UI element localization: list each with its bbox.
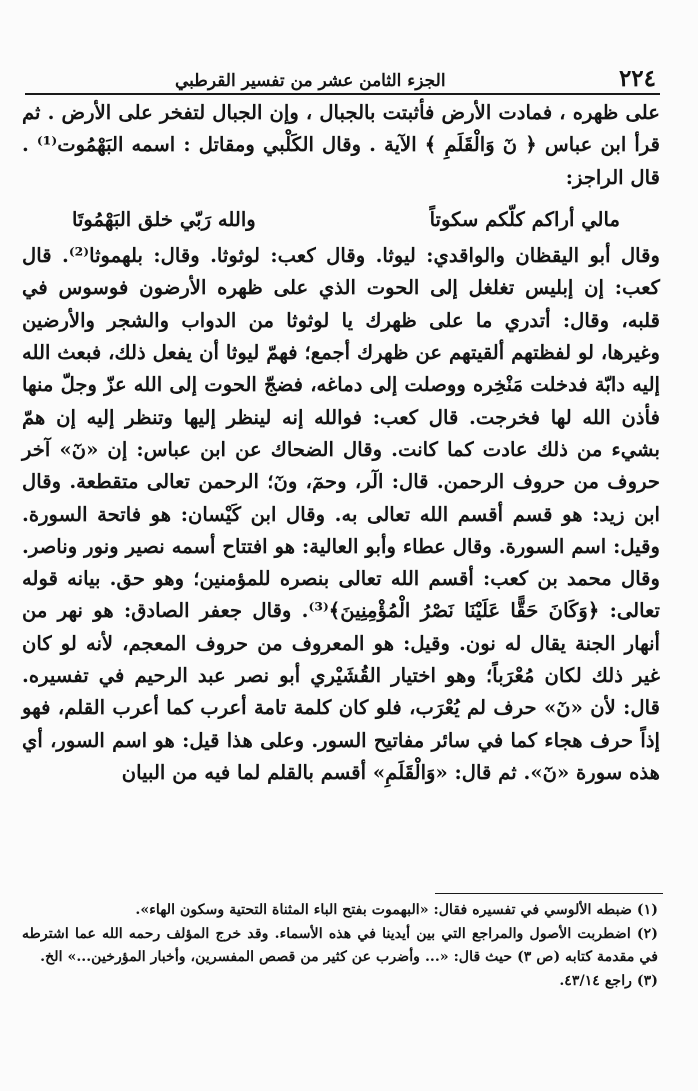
verse-second-hemistich: والله رَبّي خلق البَهْمُوتَا (72, 207, 256, 231)
main-text (22, 97, 660, 789)
footnote-3: (٣) راجع ٤٣/١٤. (559, 972, 658, 989)
poetry-verse (22, 194, 660, 240)
paragraph: وقال أبو اليقظان والواقدي: ليوثا. وقال كعب: لوثوثا. وقال: بلهموثا⁽²⁾. قال كعب: إن إبليس تغلغل إلى الحوت الذي على ظهره الأرضون فوسوس في قلبه، وقال: أتدري ما على ظهرك يا لوثوثا من الدواب والشجر والأرضين وغيرها، لو لفظتهم ألقيتهم عن ظهرك أجمع؛ فهمّ ليوثا أن يفعل ذلك، فبعث الله إليه دابّة فدخلت مَنْخِره ووصلت إلى دماغه، فضجّ الحوت إلى الله عزّ وجلّ منها فأذن الله لها فخرجت. قال كعب: فوالله إنه لينظر إليها وتنظر إليه إن همّ بشيء من ذلك عادت كما كانت. وقال الضحاك عن ابن عباس: إن «نٓ» آخر حروف من حروف الرحمن. قال: الٓر، وحمٓ، ونٓ؛ الرحمن تعالى متقطعة. وقال ابن زيد: هو قسم أقسم الله تعالى به. وقال ابن كَيْسان: هو فاتحة السورة. وقيل: اسم السورة. وقال عطاء وأبو العالية: هو افتتاح أسمه نصير ونور وناصر. وقال محمد بن كعب: أقسم الله تعالى بنصره للمؤمنين؛ وهو حق. بيانه قوله تعالى: ﴿وَكَانَ حَقًّا عَلَيْنَا نَصْرُ الْمُؤْمِنِينَ﴾⁽³⁾. وقال جعفر الصادق: هو نهر من أنهار الجنة يقال له نون. وقيل: هو المعروف من حروف المعجم، لأنه لو كان غير ذلك لكان مُعْرَباً؛ وهو اختيار القُشَيْري أبو نصر عبد الرحيم في تفسيره. قال: لأن «نٓ» حرف لم يُعْرَب، فلو كان كلمة تامة أعرب كما أعرب القلم، فهو إذاً حرف هجاء كما في سائر مفاتيح السور. وعلى هذا قيل: هو اسم السور، أي هذه سورة «نٓ». ثم قال: «وَالْقَلَمِ» أقسم بالقلم لما فيه من البيان (22, 244, 660, 784)
footnote-2: (٢) اضطربت الأصول والمراجع التي بين أيدينا في هذه الأسماء. وقد خرج المؤلف رحمه الله عما اشترطه في مقدمة كتابه (ص ٣) حيث قال: «... وأضرب عن كثير من قصص المفسرين، وأخبار المؤرخين...» الخ. (22, 925, 658, 965)
page-number: ٢٢٤ (618, 65, 656, 92)
page-header (25, 58, 660, 90)
paragraph: على ظهره ، فمادت الأرض فأثبتت بالجبال ، وإن الجبال لتفخر على الأرض . ثم قرأ ابن عباس ﴿ نٓ وَالْقَلَمِ ﴾ الآية . وقال الكَلْبي ومقاتل : اسمه البَهْمُوت⁽¹⁾ . قال الراجز: (22, 101, 660, 189)
verse-first-hemistich: مالي أراكم كلّكم سكوتاً (429, 207, 620, 231)
running-title: الجزء الثامن عشر من تفسير القرطبي (175, 71, 446, 91)
footnote-1: (١) ضبطه الألوسي في تفسيره فقال: «البهموت بفتح الباء المثناة التحتية وسكون الهاء». (135, 902, 658, 918)
header-rule (25, 93, 660, 95)
footnote-separator (435, 893, 663, 894)
footnotes (22, 899, 658, 993)
